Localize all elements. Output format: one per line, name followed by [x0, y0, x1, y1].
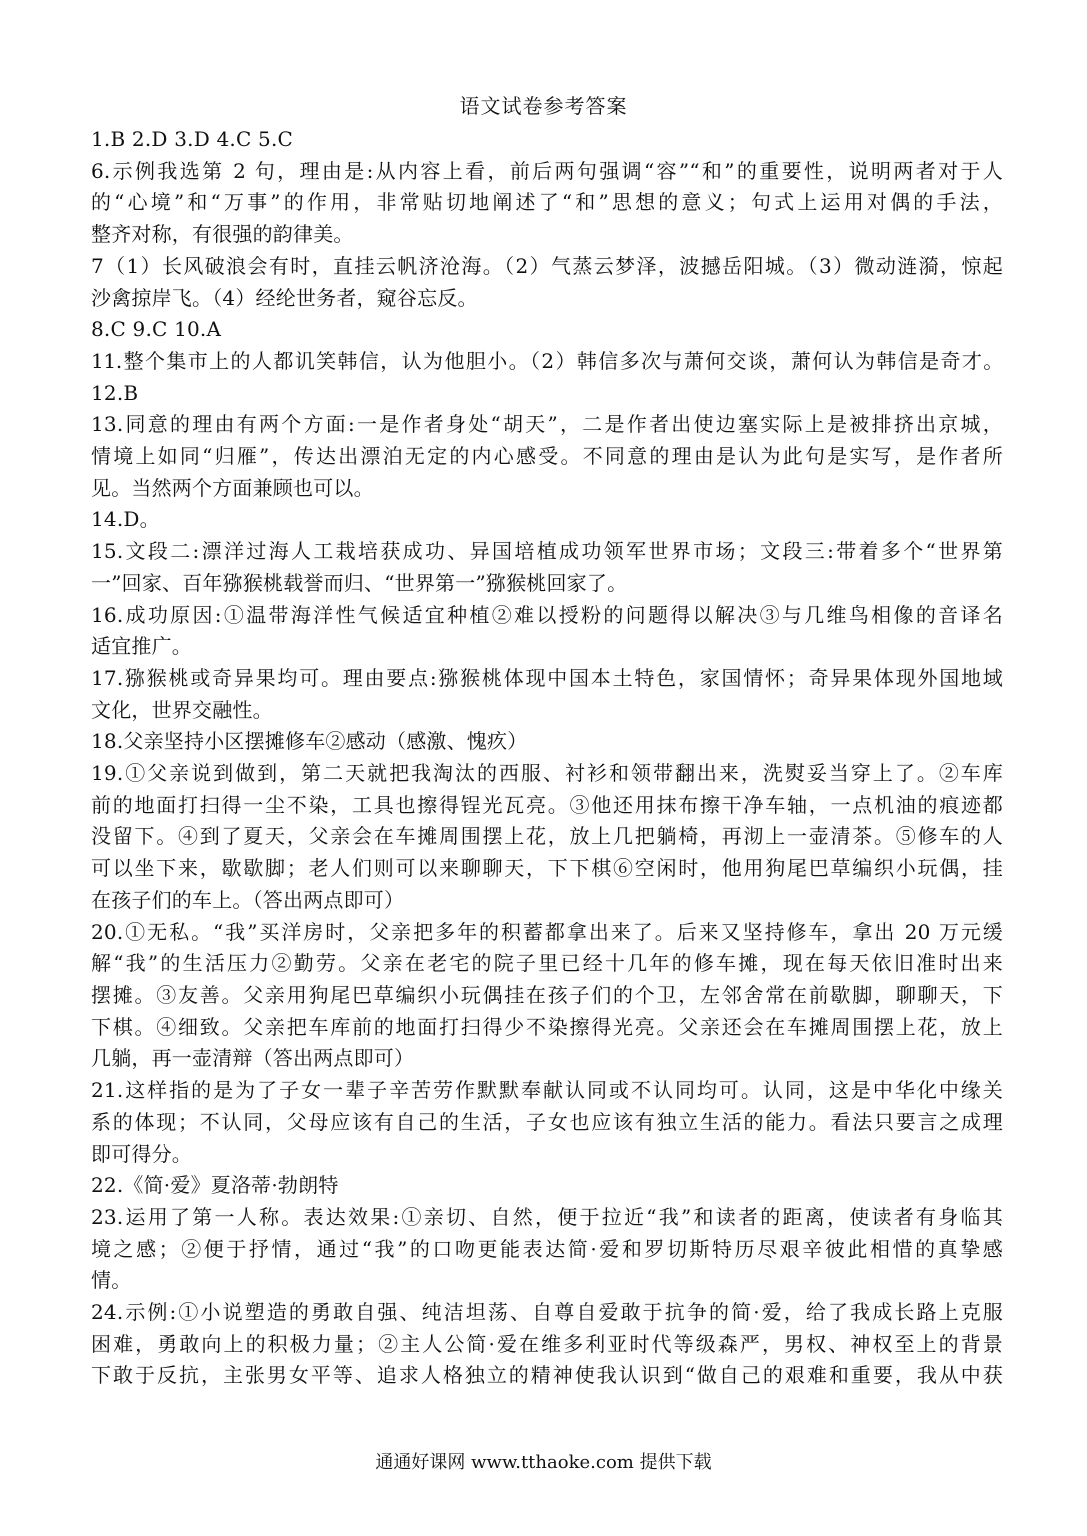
answer-line: 8.C 9.C 10.A: [91, 317, 222, 342]
answer-line: 7（1）长风破浪会有时，直挂云帆济沧海。（2）气蒸云梦泽，波撼岳阳城。（3）微动涟漪，惊起: [91, 253, 1003, 278]
answer-line: 摆摊。③友善。父亲用狗尾巴草编织小玩偶挂在孩子们的个卫，左邻舍常在前歇脚，聊聊天，下: [91, 982, 1003, 1007]
answer-line: 23.运用了第一人称。表达效果:①亲切、自然，便于拉近“我”和读者的距离，使读者有身临其: [91, 1204, 1003, 1229]
footer-source: 通通好课网 www.tthaoke.com 提供下载: [375, 1452, 712, 1473]
answer-line: 见。当然两个方面兼顾也可以。: [91, 475, 374, 500]
answer-line: 12.B: [91, 380, 139, 405]
answer-line: 整齐对称，有很强的韵律美。: [91, 222, 354, 247]
answer-line: 解“我”的生活压力②勤劳。父亲在老宅的院子里已经十几年的修车摊，现在每天依旧准时出来: [91, 951, 1003, 976]
answer-line: 境之感；②便于抒情，通过“我”的口吻更能表达简·爱和罗切斯特历尽艰辛彼此相惜的真挚感: [91, 1236, 1003, 1261]
answer-list: [91, 124, 1003, 1392]
answer-line: 系的体现；不认同，父母应该有自己的生活，子女也应该有独立生活的能力。看法只要言之成理: [91, 1109, 1003, 1134]
answer-line: 情。: [91, 1268, 132, 1293]
answer-line: 文化，世界交融性。: [91, 697, 273, 722]
answer-line: 11.整个集市上的人都讥笑韩信，认为他胆小。（2）韩信多次与萧何交谈，萧何认为韩信是奇才。: [91, 348, 1003, 373]
answer-line: 16.成功原因:①温带海洋性气候适宜种植②难以授粉的问题得以解决③与几维鸟相像的音译名: [91, 602, 1003, 627]
page-title: 语文试卷参考答案: [459, 94, 628, 118]
answer-line: 可以坐下来，歇歇脚；老人们则可以来聊聊天，下下棋⑥空闲时，他用狗尾巴草编织小玩偶，挂: [91, 856, 1003, 881]
answer-line: 即可得分。: [91, 1141, 192, 1166]
answer-line: 在孩子们的车上。（答出两点即可）: [91, 887, 405, 912]
answer-line: 6.示例我选第 2 句，理由是:从内容上看，前后两句强调“容”“和”的重要性，说明两者对于人: [91, 158, 1003, 183]
answer-line: 15.文段二:漂洋过海人工栽培获成功、异国培植成功领军世界市场；文段三:带着多个“世界第: [91, 539, 1003, 564]
answer-line: 19.①父亲说到做到，第二天就把我淘汰的西服、衬衫和领带翻出来，洗熨妥当穿上了。②车库: [91, 761, 1003, 786]
answer-line: 22.《简·爱》夏洛蒂·勃朗特: [91, 1173, 339, 1198]
answer-line: 沙禽掠岸飞。（4）经纶世务者，窥谷忘反。: [91, 285, 478, 310]
answer-line: 的“心境”和“万事”的作用，非常贴切地阐述了“和”思想的意义；句式上运用对偶的手法，: [91, 190, 1003, 215]
answer-line: 一”回家、百年猕猴桃载誉而归、“世界第一”猕猴桃回家了。: [91, 570, 628, 595]
answer-line: 前的地面打扫得一尘不染，工具也擦得锃光瓦亮。③他还用抹布擦干净车轴，一点机油的痕迹都: [91, 792, 1003, 817]
answer-line: 20.①无私。“我”买洋房时，父亲把多年的积蓄都拿出来了。后来又坚持修车，拿出 20 万元缓: [91, 919, 1003, 944]
answer-line: 适宜推广。: [91, 634, 192, 659]
answer-line: 没留下。④到了夏天，父亲会在车摊周围摆上花，放上几把躺椅，再沏上一壶清茶。⑤修车的人: [91, 824, 1003, 849]
answer-line: 13.同意的理由有两个方面:一是作者身处“胡天”，二是作者出使边塞实际上是被排挤出京城，: [91, 412, 1003, 437]
answer-line: 1.B 2.D 3.D 4.C 5.C: [91, 127, 294, 151]
answer-line: 24.示例:①小说塑造的勇敢自强、纯洁坦荡、自尊自爱敢于抗争的简·爱，给了我成长路上克服: [91, 1300, 1003, 1325]
answer-line: 下敢于反抗，主张男女平等、追求人格独立的精神使我认识到“做自己的艰难和重要，我从中获: [91, 1363, 1003, 1388]
answer-line: 17.猕猴桃或奇异果均可。理由要点:猕猴桃体现中国本土特色，家国情怀；奇异果体现外国地域: [91, 665, 1003, 690]
answer-line: 情境上如同“归雁”，传达出漂泊无定的内心感受。不同意的理由是认为此句是实写，是作者所: [91, 444, 1003, 469]
answer-line: 21.这样指的是为了子女一辈子辛苦劳作默默奉献认同或不认同均可。认同，这是中华化中缘关: [91, 1078, 1003, 1103]
answer-line: 14.D。: [91, 507, 160, 532]
answer-line: 困难，勇敢向上的积极力量；②主人公简·爱在维多利亚时代等级森严，男权、神权至上的背景: [91, 1331, 1003, 1356]
answer-line: 下棋。④细致。父亲把车库前的地面打扫得少不染擦得光亮。父亲还会在车摊周围摆上花，放上: [91, 1014, 1003, 1039]
answer-line: 18.父亲坚持小区摆摊修车②感动（感激、愧疚）: [91, 729, 528, 754]
answer-line: 几躺，再一壶清辩（答出两点即可）: [91, 1046, 415, 1071]
